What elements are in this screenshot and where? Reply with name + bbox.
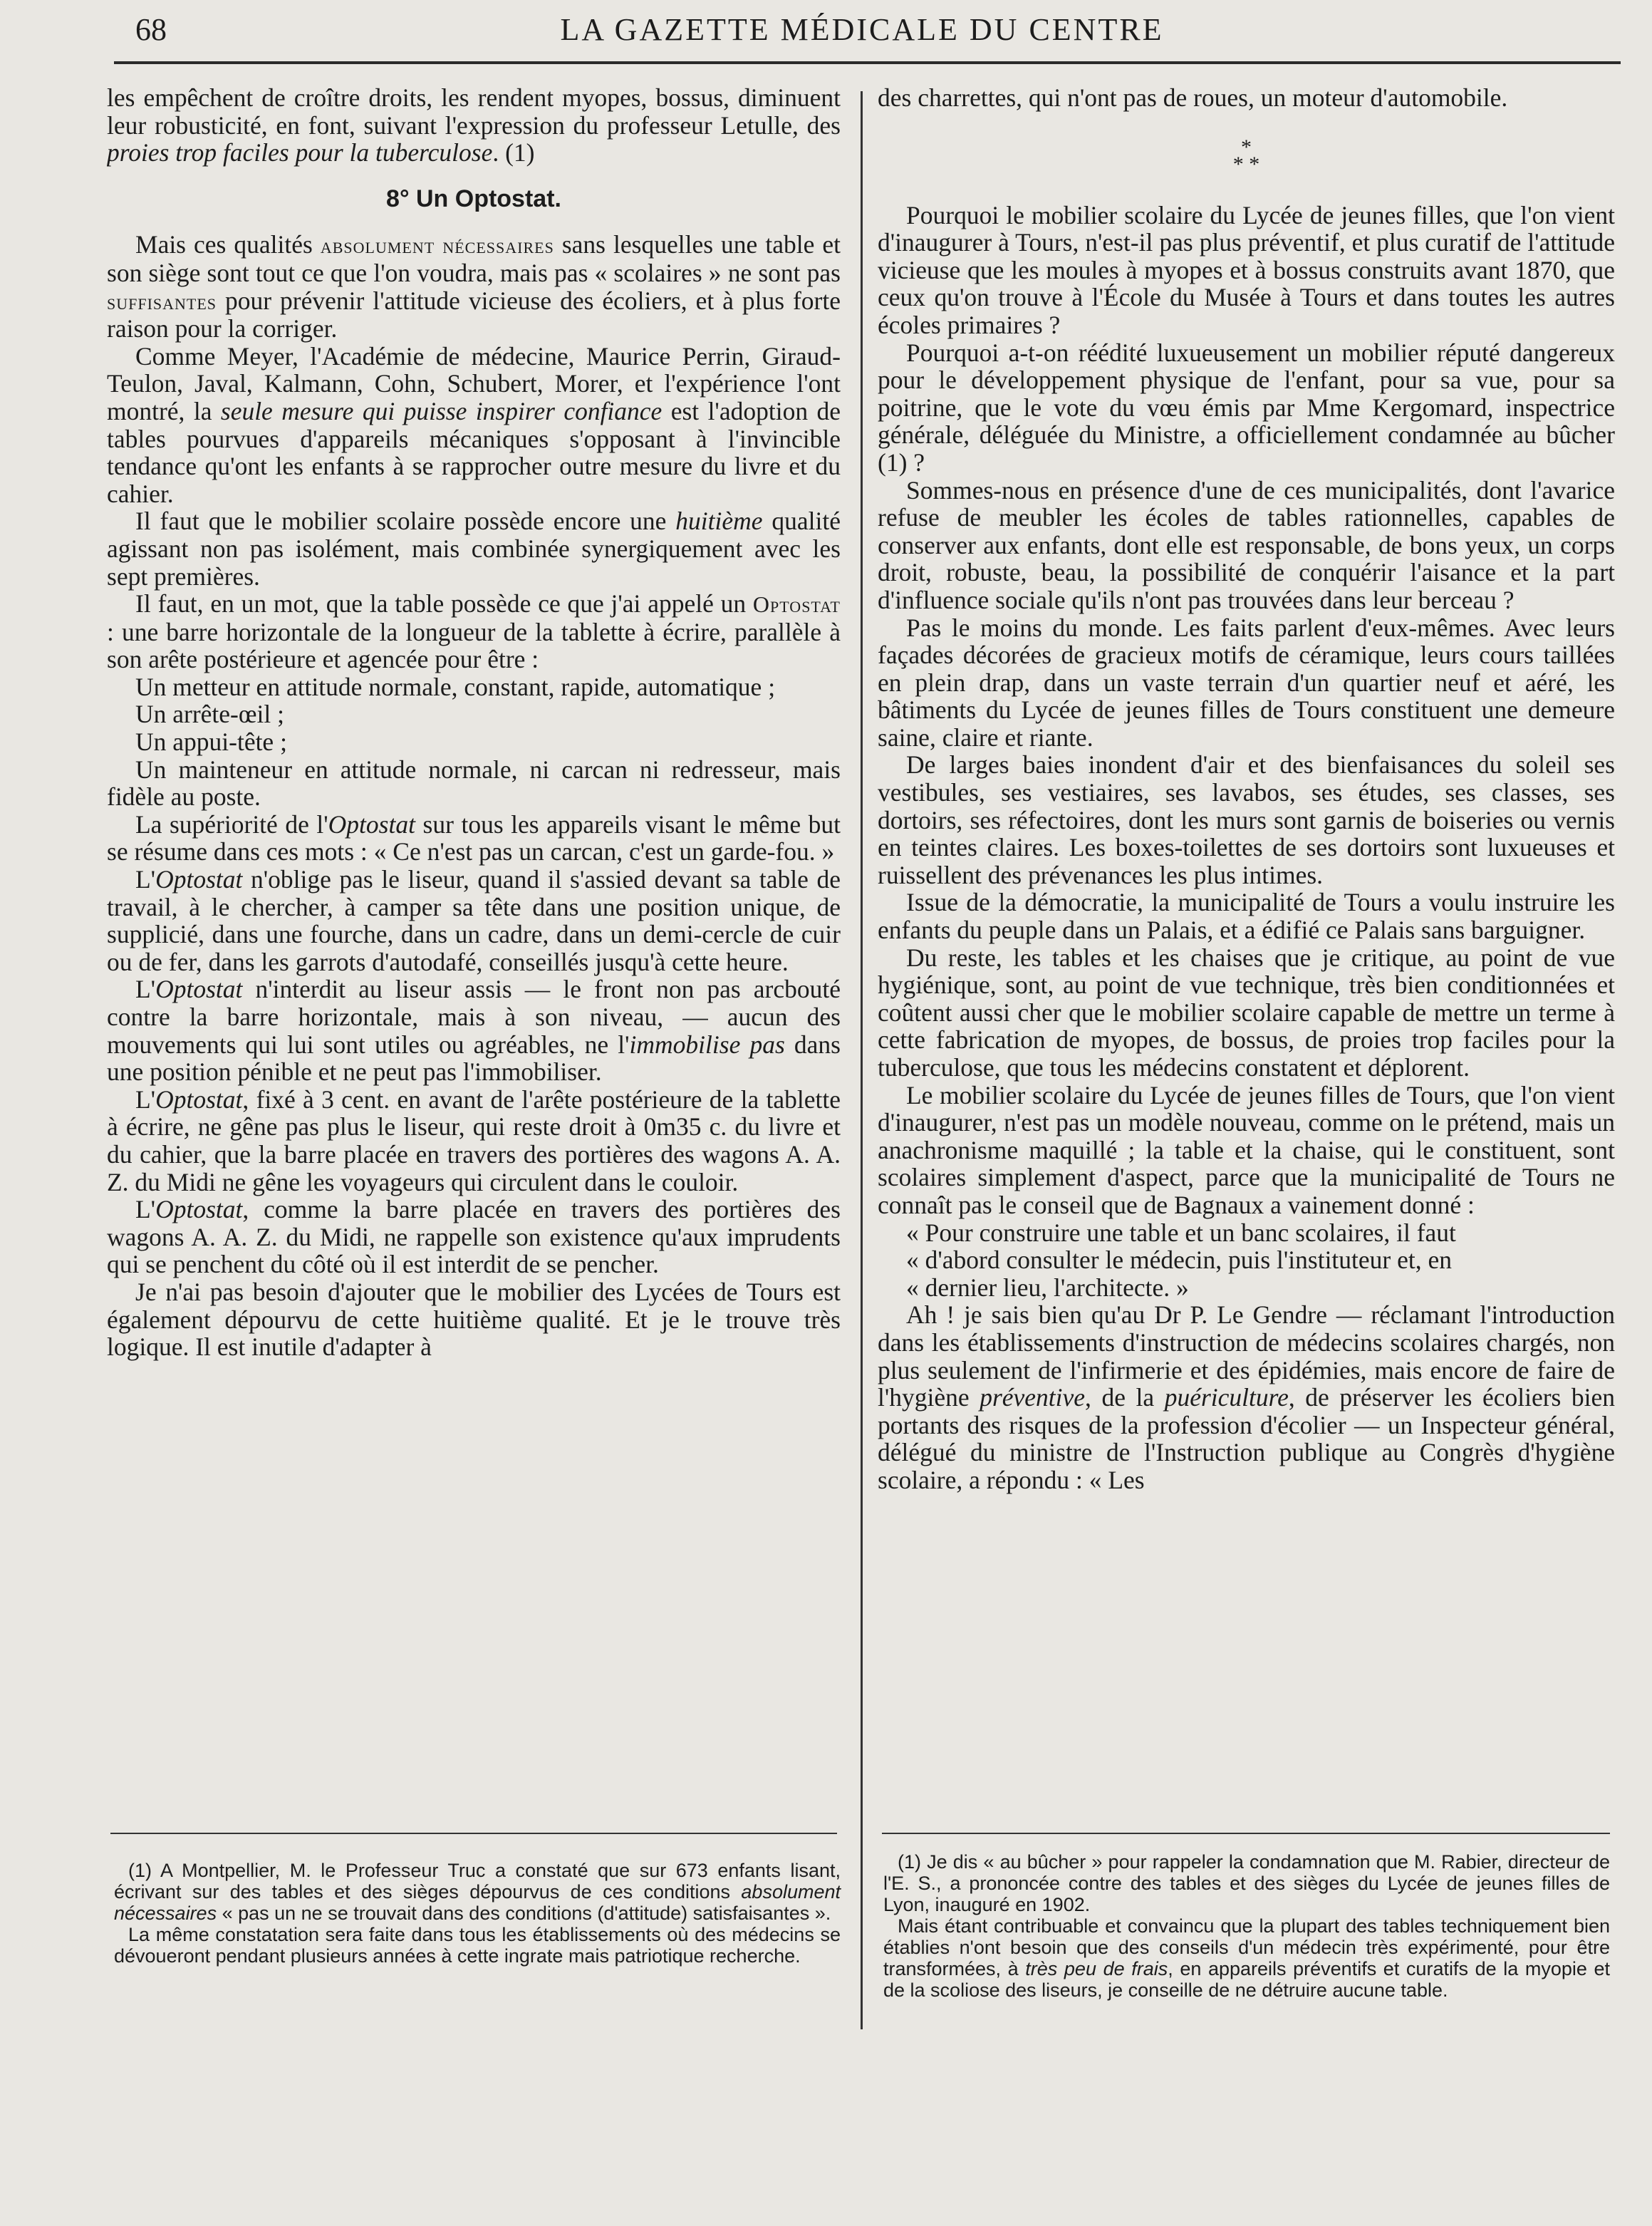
list-item: Un appui-tête ; bbox=[135, 728, 287, 757]
paragraph: Ah ! je sais bien qu'au Dr P. Le Gendre — réclamant l'introduction dans les établissements d'instruction de médecins scolaires chargés, non plus seulement de l'infirmerie et des épidémies, mais encore de faire de l'hygiène préventive, de la puériculture, de préserver les écoliers bien portants des risques de la profession d'écolier — un Inspecteur général, délégué du ministre de l'Instruction publique au Congrès d'hygiène scolaire, a répondu : « Les bbox=[878, 1300, 1615, 1494]
section-heading: 8° Un Optostat. bbox=[386, 185, 561, 212]
paragraph: L'Optostat, comme la barre placée en travers des portières des wagons A. A. Z. du Midi, ne rappelle son existence qu'aux imprudents qui se penchent du côté où il est interdit de se pencher. bbox=[107, 1195, 841, 1279]
left-column bbox=[107, 84, 841, 1808]
paragraph: Issue de la démocratie, la municipalité de Tours a voulu instruire les enfants du peuple dans un Palais, et a édifié ce Palais sans barguigner. bbox=[878, 888, 1615, 945]
page-header bbox=[107, 7, 1617, 51]
paragraph: Pourquoi le mobilier scolaire du Lycée de jeunes filles, que l'on vient d'inaugurer à Tours, n'est-il pas plus préventif, et plus curatif de l'attitude vicieuse que les moules à myopes et à bossus construits avant 1870, que ceux qu'on trouve à l'École du Musée à Tours et dans toutes les autres écoles primaires ? bbox=[878, 200, 1615, 339]
footnotes-right bbox=[883, 1851, 1610, 2001]
page-number: 68 bbox=[135, 12, 167, 47]
paragraph: L'Optostat n'interdit au liseur assis — le front non pas arcbouté contre la barre horizontale, mais à son niveau, — aucun des mouvements qui lui sont utiles ou agréables, ne l'immobilise pas dans une position pénible et ne peut pas l'immobiliser. bbox=[107, 975, 841, 1087]
footnote: (1) Je dis « au bûcher » pour rappeler la condamnation que M. Rabier, directeur de l'E. S., a prononcée contre des tables et des sièges du Lycée de jeunes filles de Lyon, inauguré en 1902. bbox=[883, 1851, 1610, 1915]
paragraph: Je n'ai pas besoin d'ajouter que le mobilier des Lycées de Tours est également dépourvu de cette huitième qualité. Et je le trouve très logique. Il est inutile d'adapter à bbox=[107, 1277, 841, 1362]
paragraph: les empêchent de croître droits, les rendent myopes, bossus, diminuent leur robusticité, en font, suivant l'expression du professeur Letulle, des proies trop faciles pour la tuberculose. (1) bbox=[107, 84, 841, 167]
paragraph: des charrettes, qui n'ont pas de roues, un moteur d'automobile. bbox=[878, 84, 1508, 112]
list-item: Un arrête-œil ; bbox=[135, 700, 284, 729]
list-item: Un metteur en attitude normale, constant, rapide, automatique ; bbox=[135, 672, 776, 701]
right-column bbox=[878, 84, 1615, 1808]
paragraph: Sommes-nous en présence d'une de ces municipalités, dont l'avarice refuse de meubler les écoles de tables rationnelles, capables de conserver aux enfants, dont elle est responsable, de bons yeux, un corps droit, robuste, beau, la possibilité de conquérir l'aisance et la part d'influence sociale qu'ils n'ont pas trouvées dans leur berceau ? bbox=[878, 475, 1615, 614]
quote-line: « Pour construire une table et un banc scolaires, il faut bbox=[906, 1218, 1456, 1247]
paragraph: Le mobilier scolaire du Lycée de jeunes filles de Tours, que l'on vient d'inaugurer, n'est pas un modèle nouveau, comme on le prétend, mais un anachronisme maquillé ; la table et la chaise, qui le constituent, sont scolaires simplement d'aspect, parce que la municipalité de Tours ne connaît pas le conseil que de Bagnaux a vainement donné : bbox=[878, 1080, 1615, 1219]
paragraph: Il faut, en un mot, que la table possède ce que j'ai appelé un Optostat : une barre horizontale de la longueur de la tablette à écrire, parallèle à son arête postérieure et agencée pour être : bbox=[107, 589, 841, 674]
paragraph: Pourquoi a-t-on réédité luxueusement un mobilier réputé dangereux pour le développement physique de l'enfant, pour sa vue, pour sa poitrine, que le vote du vœu émis par Mme Kergomard, inspectrice générale, déléguée du Ministre, a officiellement condamnée au bûcher (1) ? bbox=[878, 338, 1615, 477]
footnote: Mais étant contribuable et convaincu que la plupart des tables techniquement bien établies n'ont besoin que des conseils d'un médecin très expérimenté, pour être transformées, à très peu de frais, en appareils préventifs et curatifs de la myopie et de la scoliose des liseurs, je conseille de ne détruire aucune table. bbox=[883, 1915, 1610, 2001]
asterism: * * * bbox=[1232, 135, 1260, 176]
list-item: Un mainteneur en attitude normale, ni carcan ni redresseur, mais fidèle au poste. bbox=[107, 755, 841, 812]
column-divider bbox=[861, 91, 863, 2029]
quote-line: « dernier lieu, l'architecte. » bbox=[906, 1273, 1189, 1302]
footnote: (1) A Montpellier, M. le Professeur Truc a constaté que sur 673 enfants lisant, écrivant sur des tables et des sièges dépourvus de ces conditions absolument nécessaires « pas un ne se trouvait dans des conditions (d'attitude) satisfaisantes ». bbox=[114, 1860, 841, 1924]
paragraph: Il faut que le mobilier scolaire possède encore une huitième qualité agissant non pas isolément, mais combinée synergiquement avec les sept premières. bbox=[107, 507, 841, 591]
paragraph: L'Optostat, fixé à 3 cent. en avant de l'arête postérieure de la tablette à écrire, ne gêne pas plus le liseur, qui reste droit à 0m35 c. du livre et du cahier, que la barre placée en travers des portières des wagons A. A. Z. du Midi ne gêne les voyageurs qui circulent dans le couloir. bbox=[107, 1084, 841, 1196]
footnotes-left bbox=[114, 1860, 841, 1967]
header-rule bbox=[114, 61, 1621, 64]
journal-title: LA GAZETTE MÉDICALE DU CENTRE bbox=[560, 12, 1164, 47]
footnote-rule-left bbox=[110, 1833, 837, 1834]
quote-line: « d'abord consulter le médecin, puis l'instituteur et, en bbox=[906, 1246, 1452, 1275]
footnote-rule-right bbox=[882, 1833, 1610, 1834]
footnote: La même constatation sera faite dans tous les établissements où des médecins se dévoueront pendant plusieurs années à cette ingrate mais patriotique recherche. bbox=[114, 1924, 841, 1967]
paragraph: Comme Meyer, l'Académie de médecine, Maurice Perrin, Giraud-Teulon, Javal, Kalmann, Cohn, Schubert, Morer, et l'expérience l'ont montré, la seule mesure qui puisse inspirer confiance est l'adoption de tables pourvues d'appareils mécaniques s'opposant à l'invincible tendance qu'ont les enfants à se rapprocher outre mesure du livre et du cahier. bbox=[107, 341, 841, 508]
paragraph: Pas le moins du monde. Les faits parlent d'eux-mêmes. Avec leurs façades décorées de gracieux motifs de céramique, leurs cours taillées en plein drap, dans un vaste terrain d'un quartier neuf et aéré, les bâtiments du Lycée de jeunes filles de Tours constituent une demeure saine, claire et riante. bbox=[878, 613, 1615, 752]
paragraph: La supériorité de l'Optostat sur tous les appareils visant le même but se résume dans ces mots : « Ce n'est pas un carcan, c'est un garde-fou. » bbox=[107, 809, 841, 866]
paragraph: Du reste, les tables et les chaises que je critique, au point de vue hygiénique, sont, au point de vue technique, très bien conditionnées et coûtent aussi cher que le mobilier scolaire capable de mettre un terme à cette fabrication de myopes, de bossus, de proies trop faciles pour la tuberculose, que tous les médecins constatent et déplorent. bbox=[878, 943, 1615, 1082]
paragraph: Mais ces qualités absolument nécessaires sans lesquelles une table et son siège sont tout ce que l'on voudra, mais pas « scolaires » ne sont pas suffisantes pour prévenir l'attitude vicieuse des écoliers, et à plus forte raison pour la corriger. bbox=[107, 230, 841, 343]
paragraph: De larges baies inondent d'air et des bienfaisances du soleil ses vestibules, ses vestiaires, ses lavabos, ses études, ses classes, ses dortoirs, ses réfectoires, dont les murs sont garnis de boiseries ou vernis en teintes claires. Les boxes-toilettes de ses dortoirs sont luxueuses et ruissellent des prévenances les plus intimes. bbox=[878, 750, 1615, 889]
paragraph: L'Optostat n'oblige pas le liseur, quand il s'assied devant sa table de travail, à le chercher, à camper sa tête dans une position unique, de supplicié, dans une fourche, dans un cadre, dans un demi-cercle de cuir ou de fer, dans les garrots d'autodafé, conseillés jusqu'à cette heure. bbox=[107, 865, 841, 976]
